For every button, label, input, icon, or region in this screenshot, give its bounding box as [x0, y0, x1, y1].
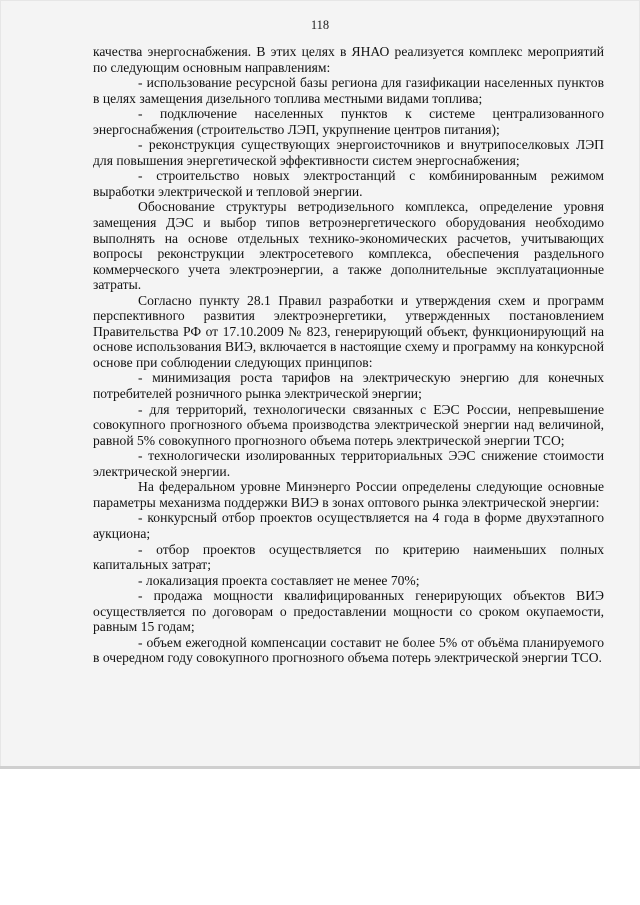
paragraph-intro: качества энергоснабжения. В этих целях в ЯНАО реализуется комплекс мероприятий по следующим основным направлениям:: [93, 44, 604, 75]
page-number: 118: [310, 18, 330, 32]
paragraph-federal-parameters: На федеральном уровне Минэнерго России определены следующие основные параметры механизма поддержки ВИЭ в зонах оптового рынка электрической энергии:: [93, 479, 604, 510]
paragraph-wind-diesel-rationale: Обоснование структуры ветродизельного комплекса, определение уровня замещения ДЭС и выбор типов ветроэнергетического оборудования необходимо выполнять на основе отдельных технико-экономических расчетов, учитывающих вопросы реконструкции электросетевого комплекса, обеспечения раздельного коммерческого учета электроэнергии, а также дополнительные эксплуатационные затраты.: [93, 199, 604, 293]
list-item-grid-connection: - подключение населенных пунктов к системе централизованного энергоснабжения (строительство ЛЭП, укрупнение центров питания);: [93, 106, 604, 137]
list-item-auction: - конкурсный отбор проектов осуществляется на 4 года в форме двухэтапного аукциона;: [93, 510, 604, 541]
paragraph-rules-28-1: Согласно пункту 28.1 Правил разработки и утверждения схем и программ перспективного развития электроэнергетики, утвержденных постановлением Правительства РФ от 17.10.2009 № 823, генерирующий объект, функционирующий на основе использования ВИЭ, включается в настоящие схему и программу на конкурсной основе при соблюдении следующих принципов:: [93, 292, 604, 370]
list-item-ees-territories: - для территорий, технологически связанных с ЕЭС России, непревышение совокупного прогнозного объема производства электрической энергии над величиной, равной 5% совокупного прогнозного объема потерь электрической энергии ТСО;: [93, 401, 604, 448]
list-item-selection-criterion: - отбор проектов осуществляется по критерию наименьших полных капитальных затрат;: [93, 541, 604, 573]
list-item-tariff-growth: - минимизация роста тарифов на электрическую энергию для конечных потребителей розничного рынка электрической энергии;: [93, 370, 604, 402]
list-item-gasification: - использование ресурсной базы региона для газификации населенных пунктов в целях замещения дизельного топлива местными видами топлива;: [93, 75, 604, 106]
list-item-compensation: - объем ежегодной компенсации составит не более 5% от объёма планируемого в очередном году совокупного прогнозного объема потерь электрической энергии ТСО.: [93, 634, 604, 666]
list-item-new-plants: - строительство новых электростанций с комбинированным режимом выработки электрической и тепловой энергии.: [93, 168, 604, 199]
list-item-capacity-sale: - продажа мощности квалифицированных генерирующих объектов ВИЭ осуществляется по договорам о предоставлении мощности со сроком окупаемости, равным 15 годам;: [93, 588, 604, 635]
list-item-isolated-systems: - технологически изолированных территориальных ЭЭС снижение стоимости электрической энергии.: [93, 448, 604, 479]
list-item-localization: - локализация проекта составляет не менее 70%;: [138, 572, 420, 588]
document-body: [93, 44, 604, 666]
list-item-reconstruction: - реконструкция существующих энергоисточников и внутрипоселковых ЛЭП для повышения энергетической эффективности систем энергоснабжения;: [93, 137, 604, 168]
